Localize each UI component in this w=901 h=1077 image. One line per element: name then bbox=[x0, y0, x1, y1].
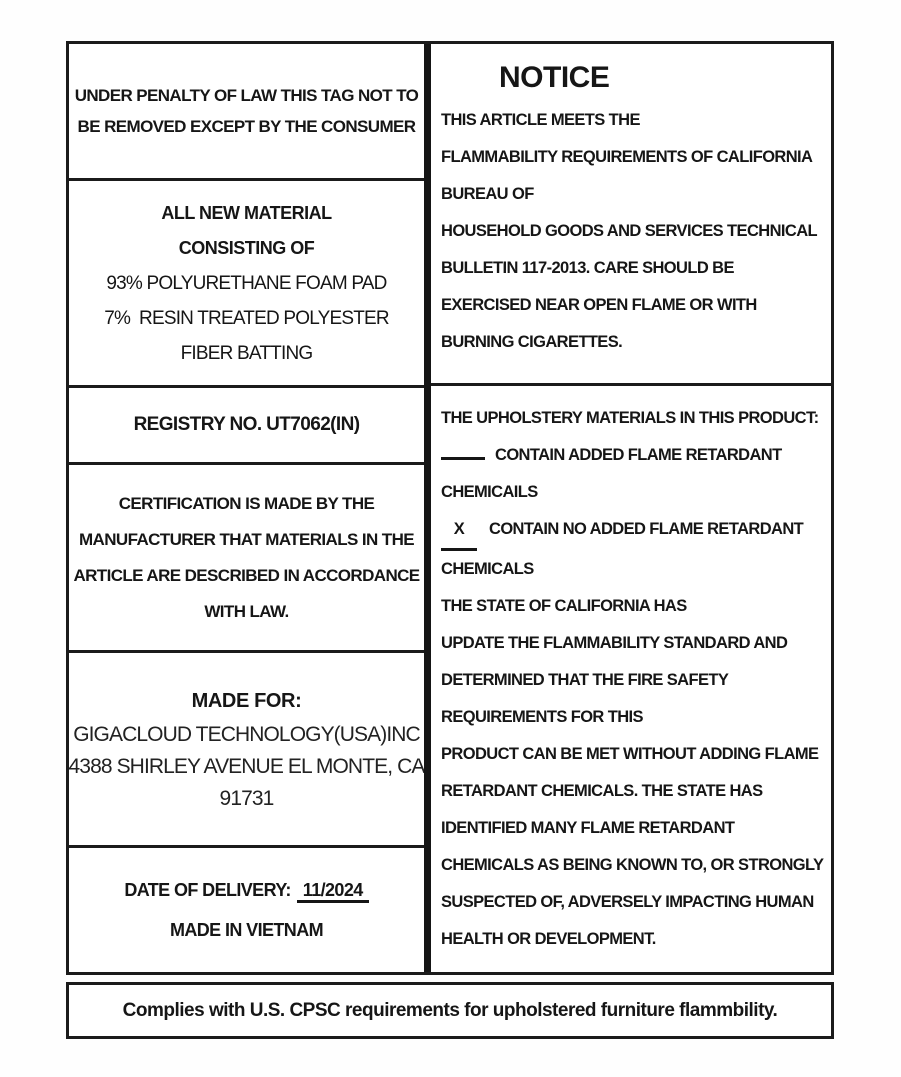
penalty-section bbox=[69, 44, 424, 181]
made-for-zip: 91731 bbox=[219, 787, 274, 810]
notice-line-2: FLAMMABILITY REQUIREMENTS OF CALIFORNIA bbox=[441, 148, 813, 166]
no-added-retardant-text: CONTAIN NO ADDED FLAME RETARDANT bbox=[489, 520, 804, 538]
certification-line-2: MANUFACTURER THAT MATERIALS IN THE bbox=[79, 529, 414, 549]
upholstery-section bbox=[431, 386, 831, 972]
left-column bbox=[69, 44, 424, 972]
certification-line-3: ARTICLE ARE DESCRIBED IN ACCORDANCE bbox=[73, 565, 420, 585]
material-component-1: 93% POLYURETHANE FOAM PAD bbox=[106, 272, 387, 294]
no-added-retardant-wrap: CHEMICALS bbox=[441, 560, 534, 578]
x-checkline: X bbox=[441, 511, 477, 551]
delivery-section bbox=[69, 848, 424, 972]
notice-line-1: THIS ARTICLE MEETS THE bbox=[441, 111, 640, 129]
material-section bbox=[69, 181, 424, 388]
blank-checkline bbox=[441, 446, 485, 460]
no-added-retardant-line bbox=[441, 511, 827, 551]
added-retardant-text: CONTAIN ADDED FLAME RETARDANT bbox=[495, 446, 782, 464]
delivery-date: 11/2024 bbox=[297, 880, 369, 903]
body-line-10: HEALTH OR DEVELOPMENT. bbox=[441, 930, 656, 948]
notice-section bbox=[431, 44, 831, 386]
penalty-line-1: UNDER PENALTY OF LAW THIS TAG NOT TO bbox=[74, 86, 419, 105]
body-line-2: UPDATE THE FLAMMABILITY STANDARD AND bbox=[441, 634, 788, 652]
material-title: ALL NEW MATERIAL bbox=[161, 202, 332, 223]
made-for-section bbox=[69, 653, 424, 848]
notice-line-6: EXERCISED NEAR OPEN FLAME OR WITH bbox=[441, 296, 757, 314]
delivery-label: DATE OF DELIVERY: bbox=[124, 880, 291, 900]
notice-line-3: BUREAU OF bbox=[441, 185, 534, 203]
certification-line-1: CERTIFICATION IS MADE BY THE bbox=[118, 493, 375, 513]
body-line-8: CHEMICALS AS BEING KNOWN TO, OR STRONGLY bbox=[441, 856, 824, 874]
body-line-1: THE STATE OF CALIFORNIA HAS bbox=[441, 597, 687, 615]
material-component-3: FIBER BATTING bbox=[180, 342, 313, 364]
notice-title: NOTICE bbox=[499, 61, 610, 94]
body-line-3: DETERMINED THAT THE FIRE SAFETY bbox=[441, 671, 729, 689]
body-line-7: IDENTIFIED MANY FLAME RETARDANT bbox=[441, 819, 735, 837]
right-column bbox=[431, 44, 831, 972]
made-for-company: GIGACLOUD TECHNOLOGY(USA)INC bbox=[73, 723, 420, 746]
label-table bbox=[66, 41, 834, 975]
cpsc-compliance-strip bbox=[66, 982, 834, 1039]
registry-section bbox=[69, 388, 424, 465]
body-line-5: PRODUCT CAN BE MET WITHOUT ADDING FLAME bbox=[441, 745, 819, 763]
penalty-line-2: BE REMOVED EXCEPT BY THE CONSUMER bbox=[77, 117, 416, 136]
notice-line-7: BURNING CIGARETTES. bbox=[441, 333, 623, 351]
added-retardant-wrap: CHEMICAILS bbox=[441, 483, 538, 501]
upholstery-intro: THE UPHOLSTERY MATERIALS IN THIS PRODUCT: bbox=[441, 409, 819, 427]
made-in-line: MADE IN VIETNAM bbox=[169, 920, 323, 940]
body-line-6: RETARDANT CHEMICALS. THE STATE HAS bbox=[441, 782, 763, 800]
made-for-address: 4388 SHIRLEY AVENUE EL MONTE, CA bbox=[68, 755, 425, 778]
registry-number: REGISTRY NO. UT7062(IN) bbox=[133, 414, 360, 435]
body-line-4: REQUIREMENTS FOR THIS bbox=[441, 708, 643, 726]
certification-line-4: WITH LAW. bbox=[204, 601, 289, 621]
added-retardant-line bbox=[441, 437, 827, 474]
made-for-title: MADE FOR: bbox=[191, 690, 302, 712]
body-line-9: SUSPECTED OF, ADVERSELY IMPACTING HUMAN bbox=[441, 893, 814, 911]
notice-line-4: HOUSEHOLD GOODS AND SERVICES TECHNICAL bbox=[441, 222, 817, 240]
material-component-2: 7% RESIN TREATED POLYESTER bbox=[104, 307, 389, 329]
cpsc-compliance-text: Complies with U.S. CPSC requirements for upholstered furniture flammbility. bbox=[122, 999, 778, 1021]
notice-line-5: BULLETIN 117-2013. CARE SHOULD BE bbox=[441, 259, 734, 277]
column-divider bbox=[424, 44, 431, 972]
material-subtitle: CONSISTING OF bbox=[178, 237, 315, 258]
delivery-date-line bbox=[124, 870, 368, 910]
certification-section bbox=[69, 465, 424, 653]
